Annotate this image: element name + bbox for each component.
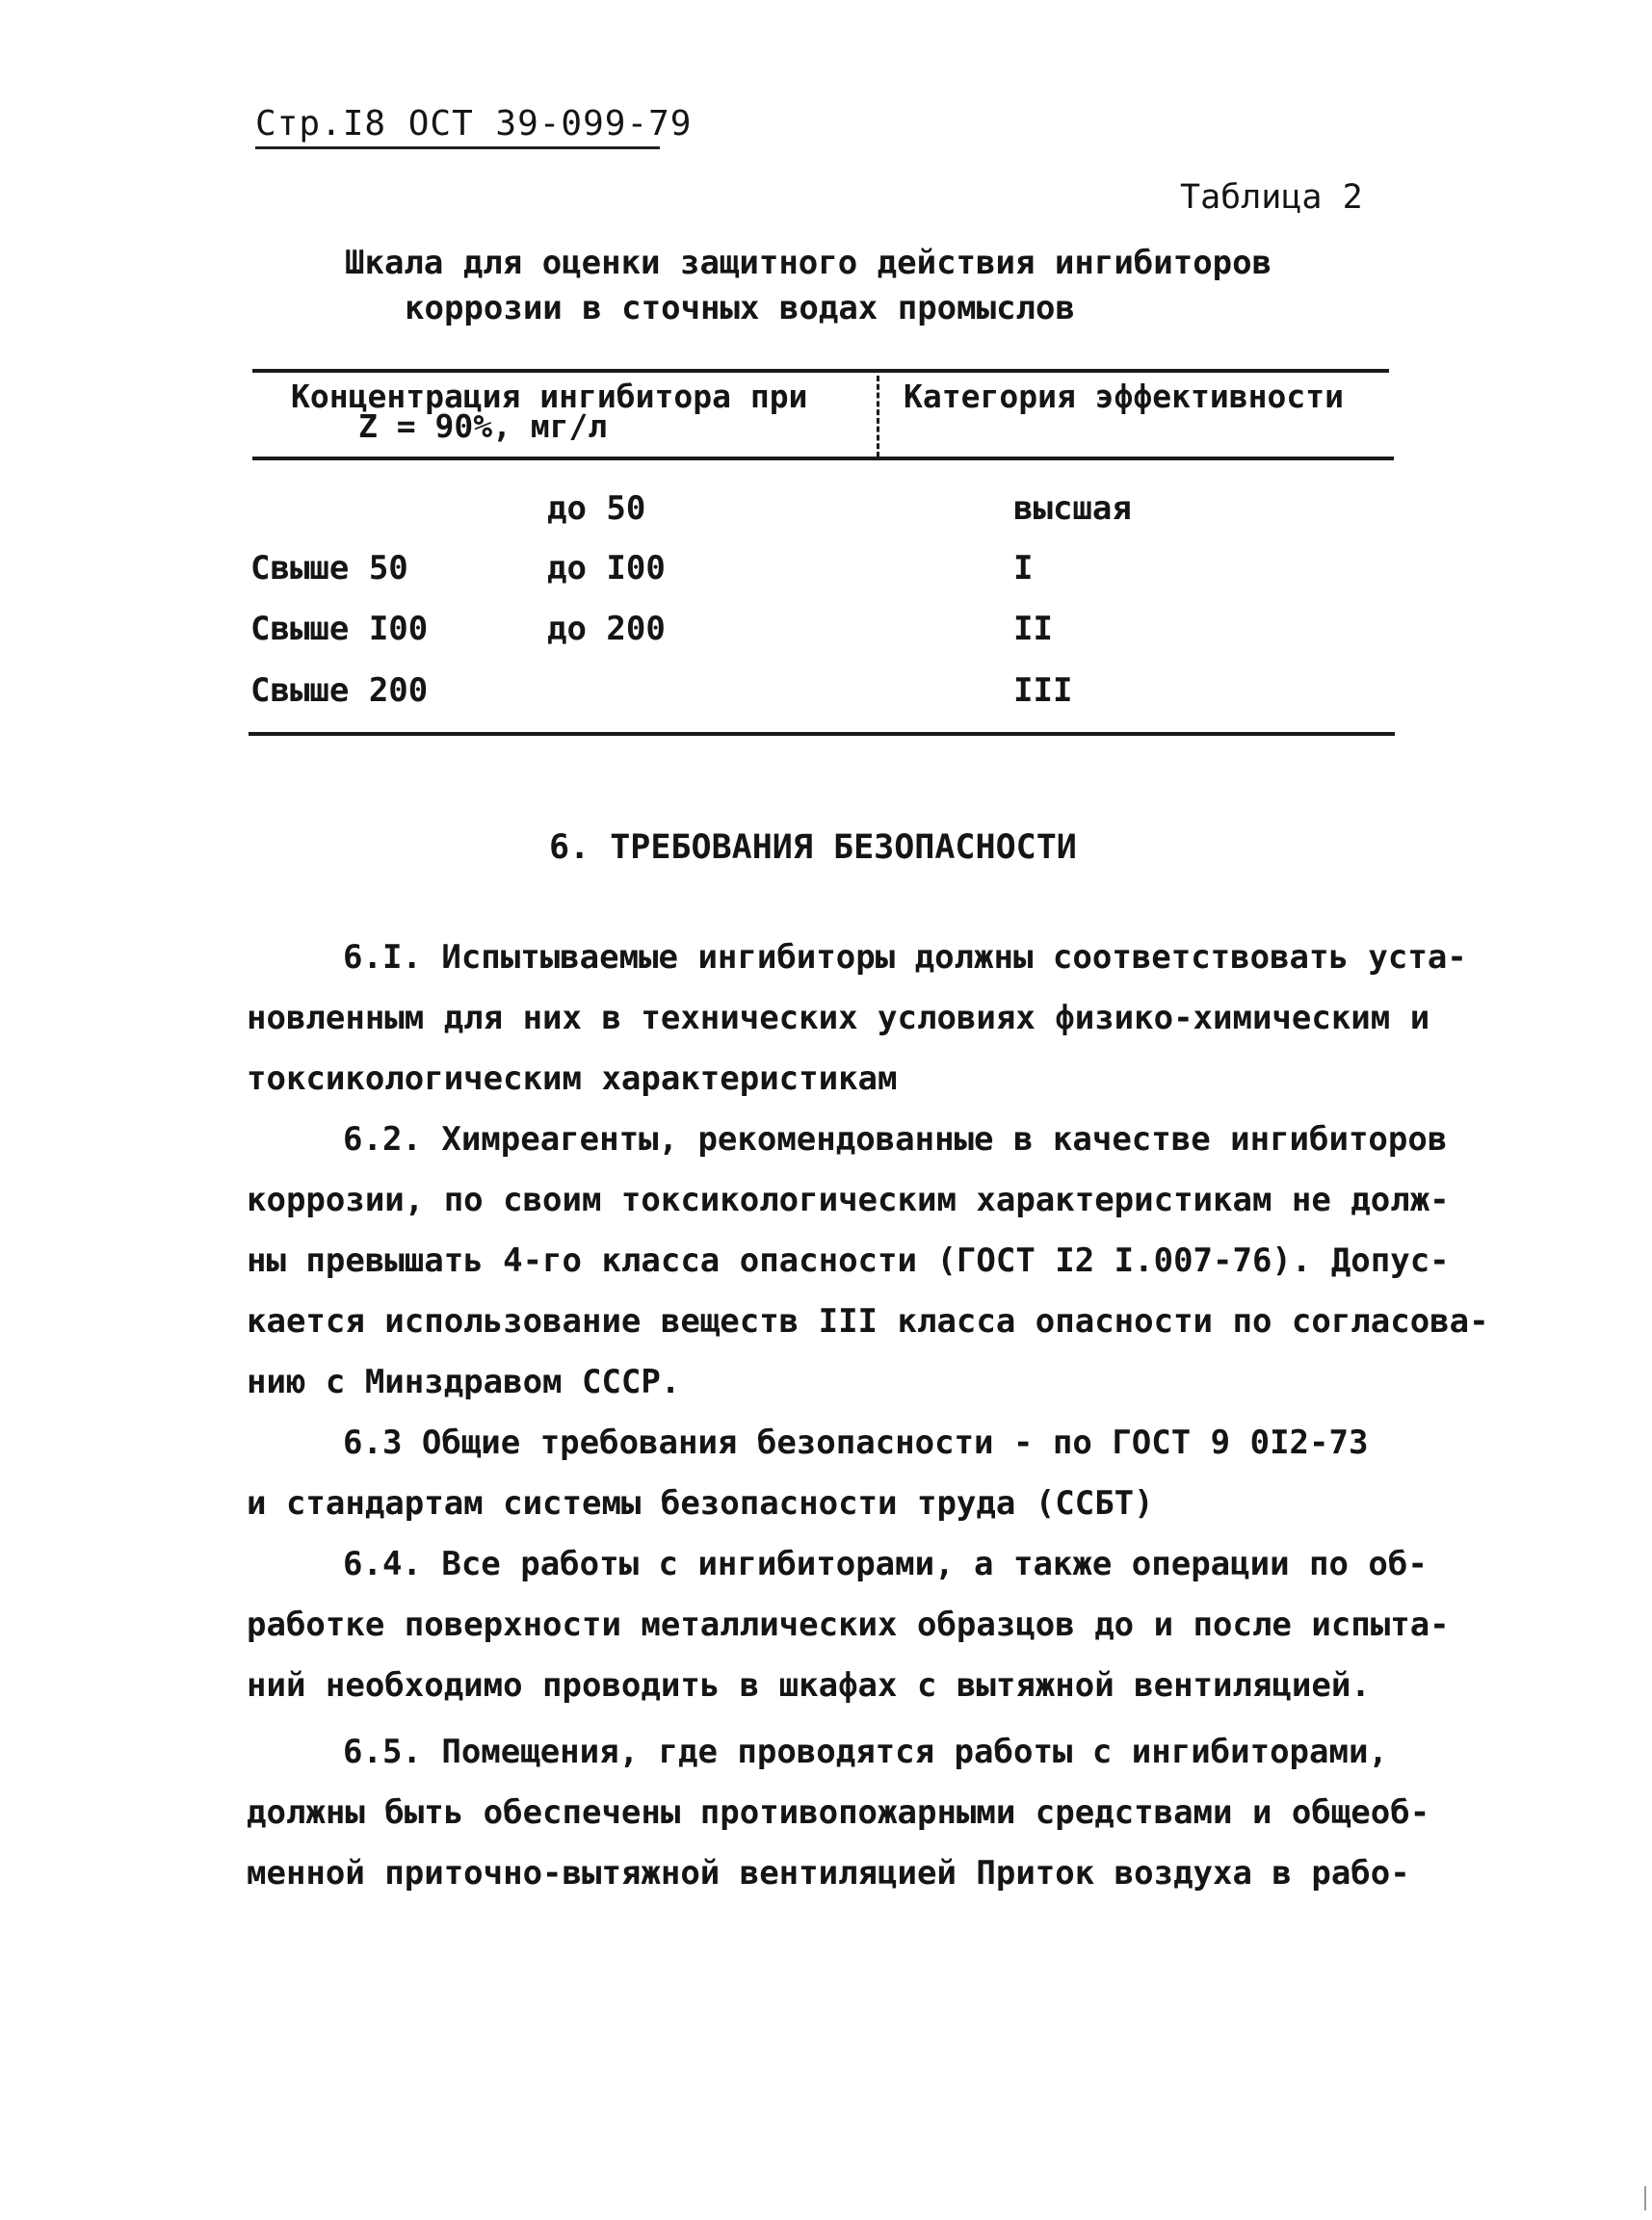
section-body — [247, 927, 1489, 1904]
paragraph-line: ний необходимо проводить в шкафах с вытяжной вентиляцией. — [247, 1666, 1371, 1705]
page-header: Стр.I8 ОСТ 39-099-79 — [255, 104, 693, 144]
table-cell: II — [1013, 610, 1053, 648]
table-cell: до 50 — [547, 489, 646, 528]
col1-header-line-2: Z = 90%, мг/л — [358, 407, 608, 445]
table-cell: Свыше 50 — [250, 549, 408, 588]
table-cell: Свыше 200 — [250, 671, 429, 710]
paragraph-line: новленным для них в технических условиях физико-химическим и — [247, 999, 1430, 1037]
paragraph-line: 6.4. Все работы с ингибиторами, а также операции по об- — [343, 1545, 1428, 1583]
table-cell: Свыше I00 — [250, 610, 429, 648]
table-bottom-rule — [249, 732, 1395, 736]
paragraph-line: токсикологическим характеристикам — [247, 1059, 898, 1098]
table-cell: I — [1013, 549, 1034, 588]
col1-header-line-1: Концентрация ингибитора при — [291, 378, 808, 415]
paragraph-line: 6.I. Испытываемые ингибиторы должны соответствовать уста- — [343, 938, 1467, 977]
paragraph-line: кается использование веществ III класса опасности по согласова- — [247, 1302, 1489, 1341]
header-underline — [255, 146, 660, 149]
table-cell: до I00 — [547, 549, 666, 588]
table-cell: высшая — [1013, 489, 1132, 528]
table-cell: III — [1013, 671, 1073, 710]
table-number: Таблица 2 — [1180, 178, 1363, 217]
table-caption-line-2: коррозии в сточных водах промыслов — [405, 289, 1075, 327]
paragraph-line: работке поверхности металлических образцов до и после испыта- — [247, 1606, 1450, 1644]
paragraph-line: и стандартам системы безопасности труда (ССБТ) — [247, 1484, 1154, 1523]
paragraph-line: 6.2. Химреагенты, рекомендованные в качестве ингибиторов — [343, 1120, 1448, 1159]
table-cell: до 200 — [547, 610, 666, 648]
paragraph-line: 6.5. Помещения, где проводятся работы с ингибиторами, — [343, 1733, 1388, 1771]
paragraph-line: менной приточно-вытяжной вентиляцией Приток воздуха в рабо- — [247, 1854, 1410, 1893]
table-caption-line-1: Шкала для оценки защитного действия ингибиторов — [345, 244, 1272, 282]
section-title: 6. ТРЕБОВАНИЯ БЕЗОПАСНОСТИ — [549, 828, 1077, 867]
table-top-rule — [252, 369, 1389, 373]
table-column-divider — [877, 376, 879, 457]
paragraph-line: должны быть обеспечены противопожарными средствами и общеоб- — [247, 1793, 1430, 1832]
paragraph-line: нию с Минздравом СССР. — [247, 1363, 681, 1401]
paragraph-line: 6.3 Общие требования безопасности - по ГОСТ 9 0I2-73 — [343, 1423, 1369, 1462]
paragraph-line: коррозии, по своим токсикологическим характеристикам не долж- — [247, 1181, 1450, 1219]
col2-header: Категория эффективности — [904, 378, 1344, 415]
table-header-rule — [252, 457, 1394, 460]
paragraph-line: ны превышать 4-го класса опасности (ГОСТ I2 I.007-76). Допус- — [247, 1241, 1450, 1280]
scan-edge-mark — [1644, 2186, 1646, 2210]
